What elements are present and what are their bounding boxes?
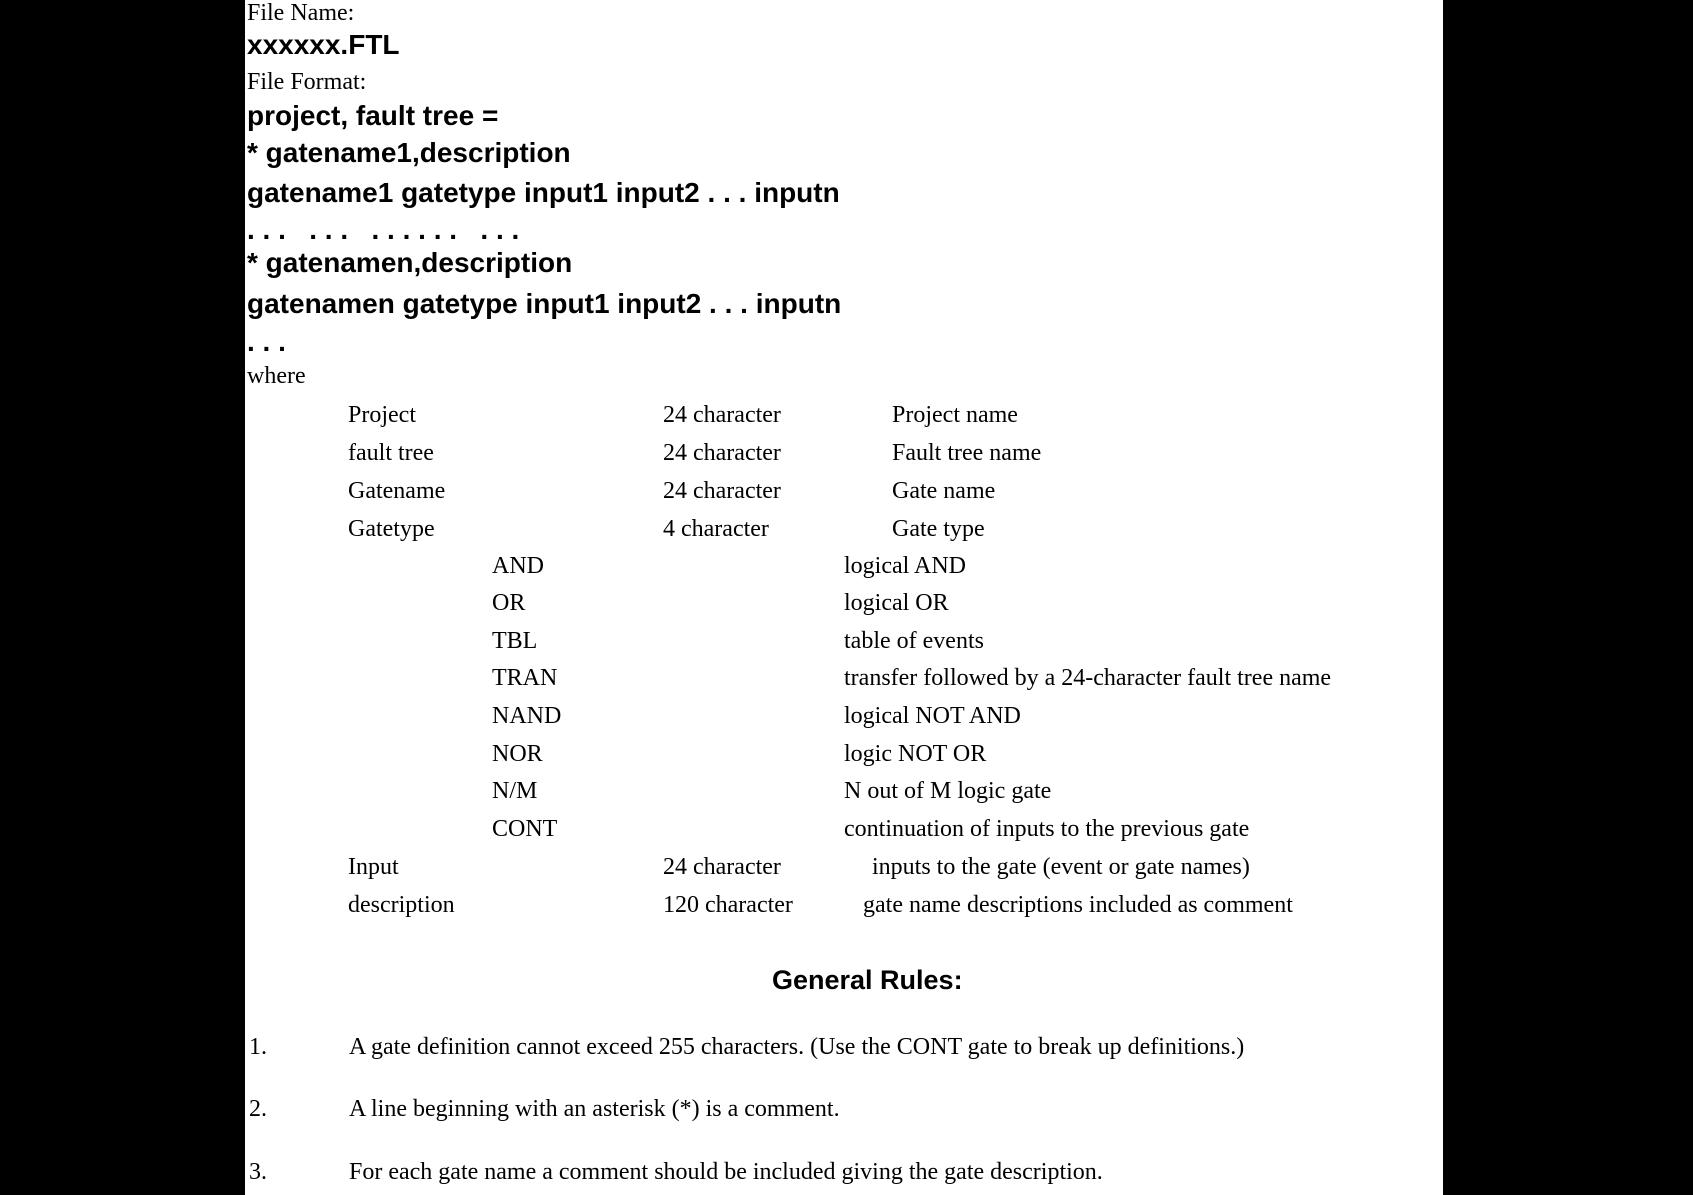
table-row xyxy=(245,893,1443,925)
where-label: where xyxy=(247,363,306,389)
table-row xyxy=(245,855,1443,887)
field-name: Gatename xyxy=(348,478,446,504)
table-row xyxy=(245,441,1443,473)
field-name: Gatetype xyxy=(348,516,435,542)
field-size: 24 character xyxy=(663,854,781,880)
format-line-gate-1: gatename1 gatetype input1 input2 . . . inputn xyxy=(247,177,840,208)
field-desc: Project name xyxy=(892,402,1018,428)
right-letterbox-bar xyxy=(1443,0,1693,1195)
gate-type-desc: logical OR xyxy=(844,590,949,616)
gate-type-row xyxy=(245,591,1443,623)
field-size: 4 character xyxy=(663,516,769,542)
gate-type-row xyxy=(245,704,1443,736)
gate-type-desc: logical NOT AND xyxy=(844,703,1021,729)
gate-type-name: TRAN xyxy=(492,665,558,691)
gate-type-row xyxy=(245,817,1443,849)
rule-number: 1. xyxy=(249,1034,267,1060)
gate-type-row xyxy=(245,666,1443,698)
rule-text: A line beginning with an asterisk (*) is a comment. xyxy=(349,1096,840,1122)
gate-type-name: NAND xyxy=(492,703,562,729)
field-desc: Gate name xyxy=(892,478,996,504)
rule-item xyxy=(245,1160,1443,1190)
general-rules-heading: General Rules: xyxy=(772,965,963,995)
table-row xyxy=(245,479,1443,511)
file-name-value: xxxxxx.FTL xyxy=(247,29,400,60)
gate-type-name: CONT xyxy=(492,816,558,842)
format-ellipsis-short: . . . xyxy=(247,326,286,357)
field-desc: gate name descriptions included as comment xyxy=(863,892,1293,918)
gate-type-desc: continuation of inputs to the previous gate xyxy=(844,816,1250,842)
gate-type-desc: logic NOT OR xyxy=(844,741,987,767)
rule-text: A gate definition cannot exceed 255 characters. (Use the CONT gate to break up definitions.) xyxy=(349,1034,1245,1060)
gate-type-name: N/M xyxy=(492,778,538,804)
format-line-gate-n: gatenamen gatetype input1 input2 . . . inputn xyxy=(247,288,842,319)
gate-type-desc: transfer followed by a 24-character fault tree name xyxy=(844,665,1332,691)
gate-type-desc: logical AND xyxy=(844,553,966,579)
table-row xyxy=(245,403,1443,435)
gate-type-desc: N out of M logic gate xyxy=(844,778,1052,804)
gate-type-row xyxy=(245,779,1443,811)
field-desc: Fault tree name xyxy=(892,440,1042,466)
rule-item xyxy=(245,1097,1443,1127)
gate-type-name: AND xyxy=(492,553,544,579)
field-size: 24 character xyxy=(663,440,781,466)
gate-type-row xyxy=(245,629,1443,661)
gate-type-row xyxy=(245,742,1443,774)
rule-text: For each gate name a comment should be included giving the gate description. xyxy=(349,1159,1103,1185)
gate-type-desc: table of events xyxy=(844,628,984,654)
format-line-comment-n: * gatenamen,description xyxy=(247,247,573,278)
format-line-project: project, fault tree = xyxy=(247,100,499,131)
format-line-comment-1: * gatename1,description xyxy=(247,137,571,168)
rule-number: 3. xyxy=(249,1159,267,1185)
table-row xyxy=(245,517,1443,549)
field-name: Input xyxy=(348,854,399,880)
gate-type-name: TBL xyxy=(492,628,538,654)
gate-type-name: OR xyxy=(492,590,526,616)
rule-item xyxy=(245,1035,1443,1065)
left-letterbox-bar xyxy=(0,0,245,1195)
field-desc: inputs to the gate (event or gate names) xyxy=(872,854,1250,880)
gate-type-name: NOR xyxy=(492,741,543,767)
field-size: 120 character xyxy=(663,892,793,918)
field-name: description xyxy=(348,892,455,918)
format-ellipsis-row: . . . . . . . . . . . . . . . xyxy=(247,214,520,245)
file-name-label: File Name: xyxy=(247,0,355,26)
field-size: 24 character xyxy=(663,402,781,428)
gate-type-row xyxy=(245,554,1443,586)
document-page xyxy=(245,0,1443,1195)
file-format-label: File Format: xyxy=(247,69,367,95)
field-name: fault tree xyxy=(348,440,434,466)
field-desc: Gate type xyxy=(892,516,985,542)
rule-number: 2. xyxy=(249,1096,267,1122)
field-size: 24 character xyxy=(663,478,781,504)
field-name: Project xyxy=(348,402,416,428)
